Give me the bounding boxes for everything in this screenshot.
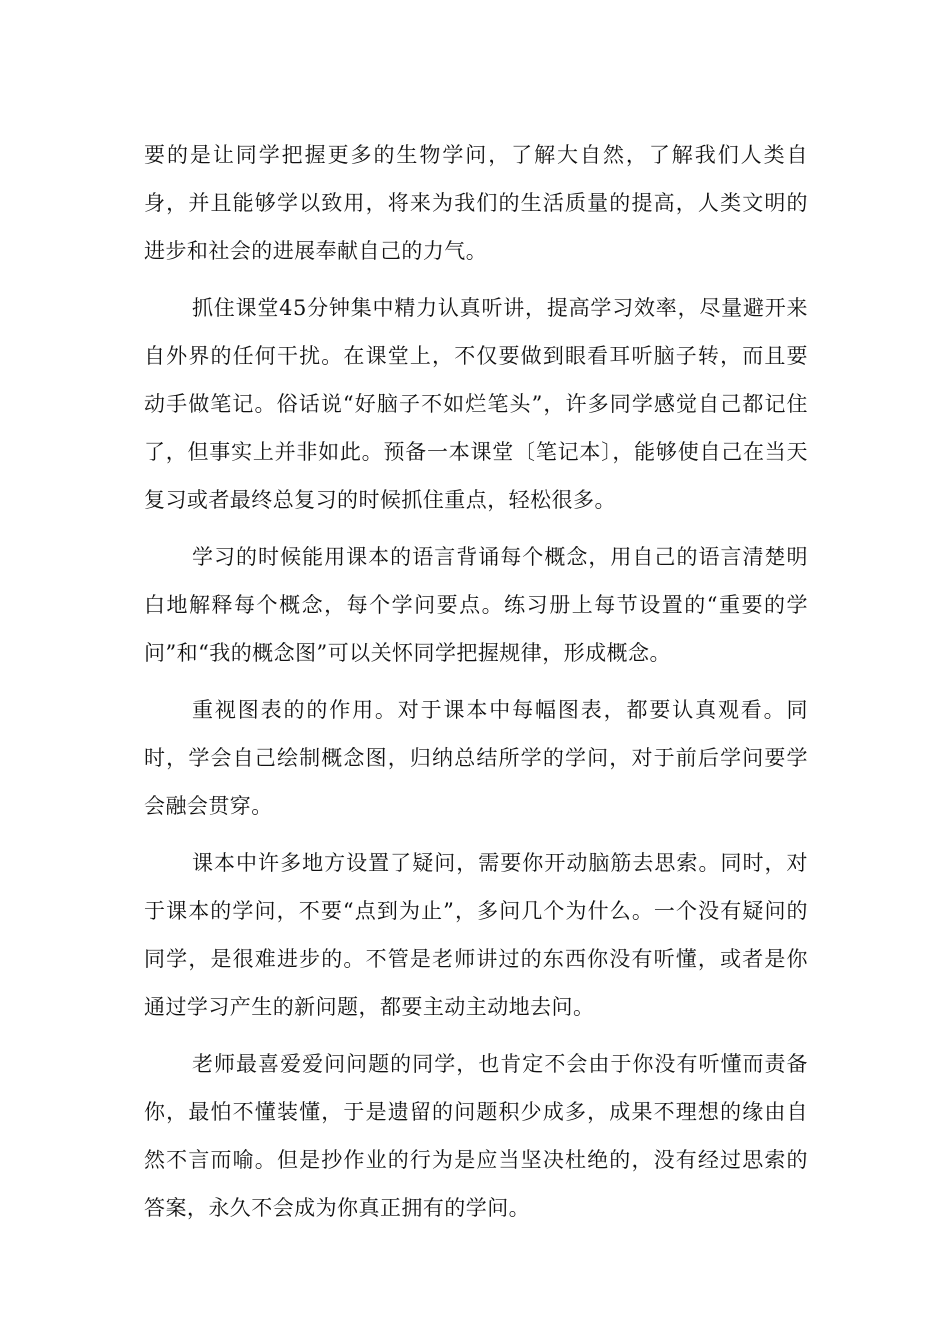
paragraph-continued: 要的是让同学把握更多的生物学问，了解大自然，了解我们人类自身，并且能够学以致用，将来为我们的生活质量的提高，人类文明的进步和社会的进展奉献自己的力气。	[144, 143, 808, 263]
paragraph-ask-questions: 课本中许多地方设置了疑问，需要你开动脑筋去思索。同时，对于课本的学问，不要“点到为止”，多问几个为什么。一个没有疑问的同学，是很难进步的。不管是老师讲过的东西你没有听懂，或者是你通过学习产生的新问题，都要主动主动地去问。	[144, 851, 808, 1019]
paragraph-teachers: 老师最喜爱爱问问题的同学，也肯定不会由于你没有听懂而责备你，最怕不懂装懂，于是遗留的问题积少成多，成果不理想的缘由自然不言而喻。但是抄作业的行为是应当坚决杜绝的，没有经过思索的答案，永久不会成为你真正拥有的学问。	[144, 1052, 808, 1220]
document-body	[144, 131, 808, 1232]
paragraph-charts: 重视图表的的作用。对于课本中每幅图表，都要认真观看。同时，学会自己绘制概念图，归纳总结所学的学问，对于前后学问要学会融会贯穿。	[144, 698, 808, 818]
paragraph-listen-in-class: 抓住课堂45分钟集中精力认真听讲，提高学习效率，尽量避开来自外界的任何干扰。在课堂上，不仅要做到眼看耳听脑子转，而且要动手做笔记。俗话说“好脑子不如烂笔头”，许多同学感觉自己都记住了，但事实上并非如此。预备一本课堂〔笔记本〕，能够使自己在当天复习或者最终总复习的时候抓住重点，轻松很多。	[144, 296, 808, 512]
paragraph-recite-concepts: 学习的时候能用课本的语言背诵每个概念，用自己的语言清楚明白地解释每个概念，每个学问要点。练习册上每节设置的“重要的学问”和“我的概念图”可以关怀同学把握规律，形成概念。	[144, 545, 808, 665]
